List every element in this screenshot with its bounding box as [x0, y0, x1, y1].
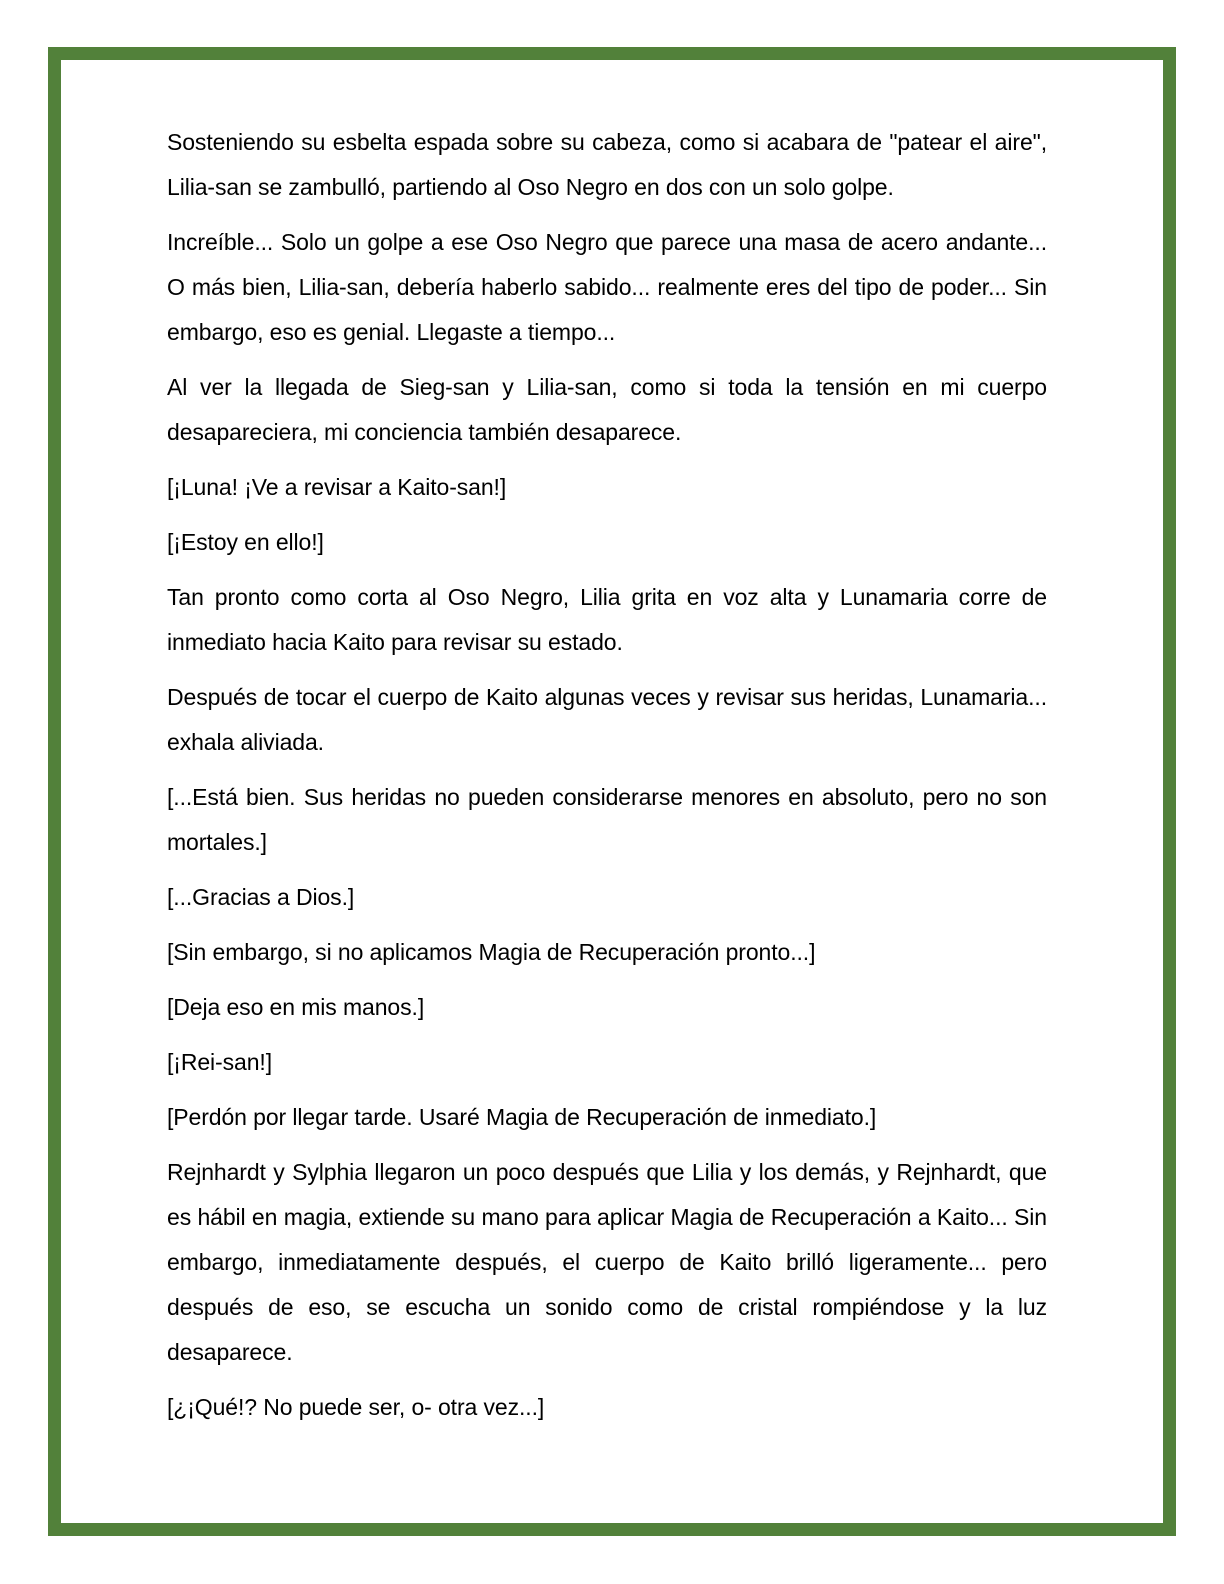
document-paragraph: Después de tocar el cuerpo de Kaito algunas veces y revisar sus heridas, Lunamaria... exhala aliviada.	[167, 684, 1047, 755]
document-paragraph: Al ver la llegada de Sieg-san y Lilia-san, como si toda la tensión en mi cuerpo desapareciera, mi conciencia también desaparece.	[167, 374, 1047, 445]
document-paragraph: [...Está bien. Sus heridas no pueden considerarse menores en absoluto, pero no son mortales.]	[167, 784, 1047, 855]
document-paragraph: [¿¡Qué!? No puede ser, o- otra vez...]	[167, 1394, 545, 1420]
document-paragraph: Tan pronto como corta al Oso Negro, Lilia grita en voz alta y Lunamaria corre de inmediato hacia Kaito para revisar su estado.	[167, 584, 1047, 655]
document-paragraph: [¡Luna! ¡Ve a revisar a Kaito-san!]	[167, 474, 507, 500]
document-paragraph: Sosteniendo su esbelta espada sobre su cabeza, como si acabara de "patear el aire", Lilia-san se zambulló, partiendo al Oso Negro en dos con un solo golpe.	[167, 129, 1047, 200]
document-paragraph: [¡Estoy en ello!]	[167, 529, 324, 555]
document-paragraph: [Deja eso en mis manos.]	[167, 994, 425, 1020]
document-text-column	[167, 120, 1047, 1430]
document-paragraph: [¡Rei-san!]	[167, 1049, 272, 1075]
document-green-border-frame	[48, 47, 1176, 1536]
document-paragraph: Increíble... Solo un golpe a ese Oso Negro que parece una masa de acero andante... O más bien, Lilia-san, debería haberlo sabido... realmente eres del tipo de poder... Sin embargo, eso es genial. Llegaste a tiempo...	[167, 229, 1047, 345]
document-paragraph: Rejnhardt y Sylphia llegaron un poco después que Lilia y los demás, y Rejnhardt, que es hábil en magia, extiende su mano para aplicar Magia de Recuperación a Kaito... Sin embargo, inmediatamente después, el cuerpo de Kaito brilló ligeramente... pero después de eso, se escucha un sonido como de cristal rompiéndose y la luz desaparece.	[167, 1159, 1047, 1365]
document-paragraph: [...Gracias a Dios.]	[167, 884, 355, 910]
document-paragraph: [Sin embargo, si no aplicamos Magia de Recuperación pronto...]	[167, 939, 816, 965]
document-paragraph: [Perdón por llegar tarde. Usaré Magia de Recuperación de inmediato.]	[167, 1104, 877, 1130]
